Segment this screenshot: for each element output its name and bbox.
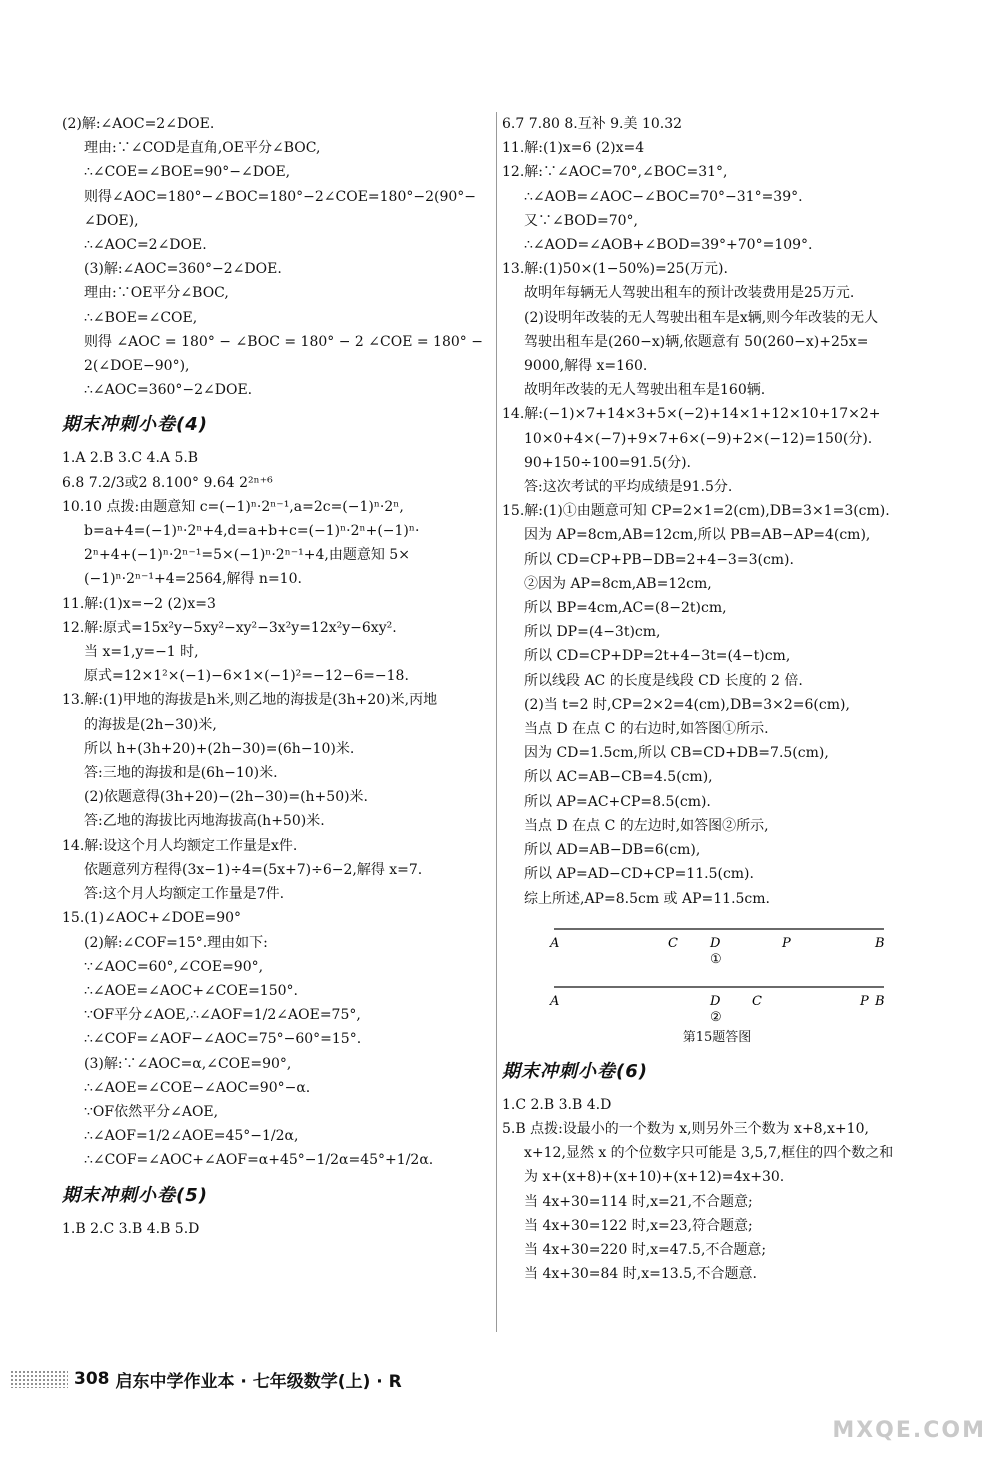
text-line: 当 4x+30=220 时,x=47.5,不合题意; (524, 1241, 767, 1258)
page-footer (10, 1364, 402, 1394)
section5-body (62, 1217, 490, 1241)
text-line: 11.解:(1)x=−2 (2)x=3 (62, 595, 216, 612)
text-line: 1.B 2.C 3.B 4.B 5.D (62, 1220, 200, 1237)
text-line: ∴∠COE=∠BOE=90°−∠DOE, (84, 164, 291, 181)
text-line: (2)解:∠COF=15°.理由如下: (84, 934, 268, 951)
text-line: 答:这次考试的平均成绩是91.5分. (524, 479, 733, 496)
text-line: 10×0+4×(−7)+9×7+6×(−9)+2×(−12)=150(分). (524, 430, 873, 447)
segment-1-svg (502, 915, 932, 965)
right-column (502, 112, 932, 1286)
point-label: D (710, 935, 721, 951)
text-line: 12.解:原式=15x²y−5xy²−xy²−3x²y=12x²y−6xy². (62, 619, 397, 636)
text-line: 又∵∠BOD=70°, (524, 212, 638, 229)
line-segment-diagram-2 (502, 973, 932, 1027)
point-label: B (875, 993, 885, 1009)
text-line: 因为 AP=8cm,AB=12cm,所以 PB=AB−AP=4(cm), (524, 527, 871, 544)
text-line: 当 x=1,y=−1 时, (84, 644, 199, 661)
text-line: 则得 ∠AOC = 180° − ∠BOC = 180° − 2 ∠COE = 180° − (84, 333, 483, 350)
text-line: 当 4x+30=122 时,x=23,符合题意; (524, 1217, 753, 1234)
left-column (62, 112, 490, 1241)
text-line: ∴∠COF=∠AOF−∠AOC=75°−60°=15°. (84, 1031, 362, 1048)
text-line: ∴∠AOE=∠COE−∠AOC=90°−α. (84, 1079, 311, 1096)
line-segment-diagram-1 (502, 915, 932, 969)
section-title-6: 期末冲刺小卷(6) (502, 1060, 648, 1082)
text-line: (−1)ⁿ·2ⁿ⁻¹+4=2564,解得 n=10. (84, 571, 302, 588)
watermark-logo (796, 1418, 986, 1468)
text-line: 1.C 2.B 3.B 4.D (502, 1096, 612, 1113)
text-line: 理由:∵∠COD是直角,OE平分∠BOC, (84, 140, 321, 157)
text-line: 原式=12×1²×(−1)−6×1×(−1)²=−12−6=−18. (84, 668, 409, 685)
diagram-number-label: ① (710, 951, 722, 965)
point-label: C (752, 993, 762, 1009)
text-line: 90+150÷100=91.5(分). (524, 454, 691, 471)
text-line: 驾驶出租车是(260−x)辆,依题意有 50(260−x)+25x= (524, 333, 869, 350)
text-line: ∴∠AOC=2∠DOE. (84, 237, 207, 254)
text-line: ∵∠AOC=60°,∠COE=90°, (84, 958, 264, 975)
text-line: 的海拔是(2h−30)米, (84, 716, 217, 733)
text-line: 13.解:(1)50×(1−50%)=25(万元). (502, 261, 728, 278)
text-line: 答:乙地的海拔比丙地海拔高(h+50)米. (84, 813, 325, 830)
text-line: (3)解:∵∠AOC=α,∠COE=90°, (84, 1055, 292, 1072)
watermark-text: MXQE.COM (832, 1418, 986, 1443)
book-title: 启东中学作业本 · 七年级数学(上) · R (115, 1371, 402, 1392)
text-line: 6.8 7.2/3或2 8.100° 9.64 2²ⁿ⁺⁶ (62, 474, 273, 491)
point-label: B (875, 935, 885, 951)
section-title-5: 期末冲刺小卷(5) (62, 1184, 208, 1206)
text-line: 答:三地的海拔和是(6h−10)米. (84, 765, 278, 782)
text-line: ∴∠AOC=360°−2∠DOE. (84, 382, 253, 399)
text-line: 所以 AP=AC+CP=8.5(cm). (524, 793, 711, 810)
text-line: 故明年每辆无人驾驶出租车的预计改装费用是25万元. (524, 285, 855, 302)
text-line: ②因为 AP=8cm,AB=12cm, (524, 575, 712, 592)
text-line: x+12,显然 x 的个位数字只可能是 3,5,7,框住的四个数之和 (524, 1145, 894, 1162)
text-line: ∵OF平分∠AOE,∴∠AOF=1/2∠AOE=75°, (84, 1007, 361, 1024)
point-label: A (550, 993, 560, 1009)
text-line: 13.解:(1)甲地的海拔是h米,则乙地的海拔是(3h+20)米,丙地 (62, 692, 438, 709)
text-line: 当点 D 在点 C 的右边时,如答图①所示. (524, 721, 769, 738)
text-line: 6.7 7.80 8.互补 9.美 10.32 (502, 116, 683, 132)
text-line: ∴∠BOE=∠COE, (84, 309, 198, 326)
decorative-dot-pattern (10, 1370, 68, 1388)
text-line: 依题意列方程得(3x−1)÷4=(5x+7)÷6−2,解得 x=7. (84, 861, 423, 878)
text-line: 10.10 点拨:由题意知 c=(−1)ⁿ·2ⁿ⁻¹,a=2c=(−1)ⁿ·2ⁿ, (62, 498, 404, 515)
text-line: 2(∠DOE−90°), (84, 358, 190, 375)
text-line: 则得∠AOC=180°−∠BOC=180°−2∠COE=180°−2(90°− (84, 188, 477, 205)
text-line: 12.解:∵∠AOC=70°,∠BOC=31°, (502, 164, 728, 181)
section6-body (502, 1093, 932, 1287)
left-block1 (62, 112, 490, 402)
text-line: ∵OF依然平分∠AOE, (84, 1103, 219, 1120)
text-line: 理由:∵OE平分∠BOC, (84, 285, 229, 302)
text-line: 所以 BP=4cm,AC=(8−2t)cm, (524, 600, 727, 617)
text-line: (2)依题意得(3h+20)−(2h−30)=(h+50)米. (84, 789, 369, 806)
point-label: C (668, 935, 678, 951)
text-line: b=a+4=(−1)ⁿ·2ⁿ+4,d=a+b+c=(−1)ⁿ·2ⁿ+(−1)ⁿ· (84, 523, 420, 540)
text-line: 所以线段 AC 的长度是线段 CD 长度的 2 倍. (524, 672, 803, 689)
point-label: A (550, 935, 560, 951)
text-line: ∠DOE), (84, 212, 139, 229)
text-line: 当点 D 在点 C 的左边时,如答图②所示, (524, 817, 769, 834)
text-line: 14.解:(−1)×7+14×3+5×(−2)+14×1+12×10+17×2+ (502, 406, 881, 423)
text-line: 故明年改装的无人驾驶出租车是160辆. (524, 382, 766, 399)
text-line: 9000,解得 x=160. (524, 358, 648, 375)
text-line: 当 4x+30=84 时,x=13.5,不合题意. (524, 1266, 757, 1283)
text-line: ∴∠AOD=∠AOB+∠BOD=39°+70°=109°. (524, 237, 813, 254)
text-line: 所以 AC=AB−CB=4.5(cm), (524, 769, 713, 786)
point-label: P (860, 993, 869, 1009)
text-line: 所以 AD=AB−DB=6(cm), (524, 842, 701, 859)
text-line: 15.解:(1)①由题意可知 CP=2×1=2(cm),DB=3×1=3(cm). (502, 503, 890, 520)
column-divider (496, 112, 497, 1332)
text-line: 所以 CD=CP+PB−DB=2+4−3=3(cm). (524, 551, 794, 568)
text-line: ∴∠COF=∠AOC+∠AOF=α+45°−1/2α=45°+1/2α. (84, 1152, 434, 1169)
section4-body (62, 446, 490, 1172)
point-label: D (710, 993, 721, 1009)
text-line: 答:这个月人均额定工作量是7件. (84, 886, 285, 903)
page-number: 308 (74, 1369, 110, 1389)
text-line: 当 4x+30=114 时,x=21,不合题意; (524, 1193, 753, 1210)
text-line: 1.A 2.B 3.C 4.A 5.B (62, 450, 199, 467)
text-line: ∴∠AOF=1/2∠AOE=45°−1/2α, (84, 1128, 299, 1145)
text-line: ∴∠AOB=∠AOC−∠BOC=70°−31°=39°. (524, 188, 803, 205)
text-line: ∴∠AOE=∠AOC+∠COE=150°. (84, 982, 298, 999)
right-block-a (502, 112, 932, 911)
text-line: 所以 AP=AD−CD+CP=11.5(cm). (524, 866, 754, 883)
text-line: 为 x+(x+8)+(x+10)+(x+12)=4x+30. (524, 1169, 785, 1186)
diagram-number-label: ② (710, 1009, 722, 1023)
text-line: 所以 DP=(4−3t)cm, (524, 624, 661, 641)
text-line: (2)设明年改装的无人驾驶出租车是x辆,则今年改装的无人 (524, 309, 879, 326)
point-label: P (782, 935, 791, 951)
text-line: 所以 CD=CP+DP=2t+4−3t=(4−t)cm, (524, 648, 791, 665)
text-line: 15.(1)∠AOC+∠DOE=90° (62, 910, 242, 927)
text-line: 因为 CD=1.5cm,所以 CB=CD+DB=7.5(cm), (524, 745, 829, 762)
text-line: (2)当 t=2 时,CP=2×2=4(cm),DB=3×2=6(cm), (524, 696, 850, 713)
text-line: 14.解:设这个月人均额定工作量是x件. (62, 837, 298, 854)
text-line: 11.解:(1)x=6 (2)x=4 (502, 140, 645, 157)
text-line: (3)解:∠AOC=360°−2∠DOE. (84, 261, 282, 278)
text-line: 5.B 点拨:设最小的一个数为 x,则另外三个数为 x+8,x+10, (502, 1120, 869, 1137)
text-line: 所以 h+(3h+20)+(2h−30)=(6h−10)米. (84, 740, 355, 757)
segment-2-svg (502, 973, 932, 1023)
text-line: 综上所述,AP=8.5cm 或 AP=11.5cm. (524, 890, 770, 907)
text-line: 2ⁿ+4+(−1)ⁿ·2ⁿ⁻¹=5×(−1)ⁿ·2ⁿ⁻¹+4,由题意知 5× (84, 547, 410, 564)
figure-caption: 第15题答图 (682, 1029, 752, 1045)
section-title-4: 期末冲刺小卷(4) (62, 414, 208, 436)
text-line: (2)解:∠AOC=2∠DOE. (62, 116, 215, 132)
